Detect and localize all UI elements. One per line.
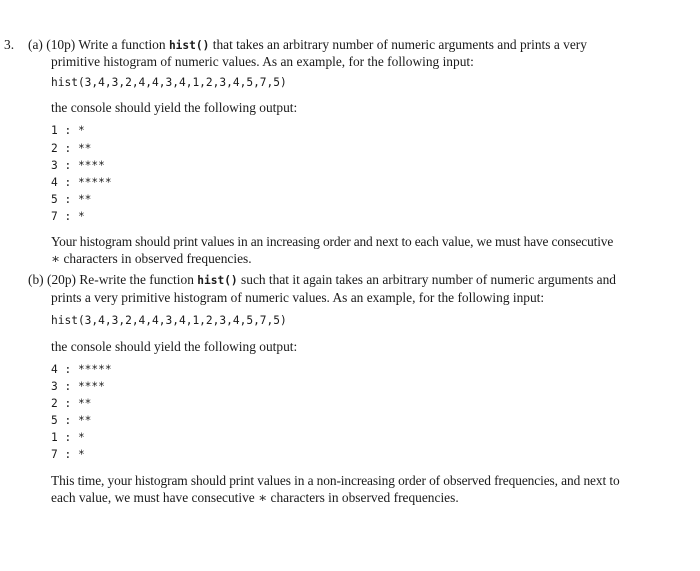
part-a-output-line: 4 : ***** — [51, 176, 112, 189]
part-b-output-line: 7 : * — [51, 448, 85, 461]
part-a-output-line: 1 : * — [51, 124, 85, 137]
part-a-heading — [28, 36, 692, 53]
part-a-intro-line2: primitive histogram of numeric values. As an example, for the following input: — [51, 54, 474, 69]
part-b-console-intro: the console should yield the following output: — [51, 339, 298, 354]
part-a-note-line1: Your histogram should print values in an increasing order and next to each value, we must have consecutive — [51, 234, 614, 249]
part-a-output-line: 2 : ** — [51, 142, 92, 155]
problem-number: 3. — [4, 37, 15, 52]
part-a-console-intro: the console should yield the following output: — [51, 100, 298, 115]
part-a-intro-2: that takes an arbitrary number of numeric arguments and prints a very — [212, 37, 587, 52]
part-a-note-line2: ∗ characters in observed frequencies. — [51, 251, 252, 266]
part-b-output-line: 3 : **** — [51, 380, 105, 393]
part-b-intro-line2: prints a very primitive histogram of numeric values. As an example, for the following input: — [51, 290, 545, 305]
part-b-output-line: 1 : * — [51, 431, 85, 444]
part-b-output-line: 2 : ** — [51, 397, 92, 410]
part-a-points: (10p) — [46, 37, 76, 52]
part-b-intro-1: Re-write the function — [79, 272, 194, 287]
part-b-output-line: 5 : ** — [51, 414, 92, 427]
part-b-points: (20p) — [46, 272, 76, 287]
part-b-input-code: hist(3,4,3,2,4,4,3,4,1,2,3,4,5,7,5) — [51, 314, 287, 327]
part-b-function-name: hist() — [197, 274, 238, 287]
part-b-output-line: 4 : ***** — [51, 363, 112, 376]
part-a-output-line: 5 : ** — [51, 193, 92, 206]
part-a-intro-1: Write a function — [78, 37, 166, 52]
part-b-note-line2: each value, we must have consecutive ∗ characters in observed frequencies. — [51, 490, 459, 505]
part-b-heading — [28, 271, 692, 288]
part-a-label: (a) — [28, 37, 43, 52]
part-b-note-line1: This time, your histogram should print values in a non-increasing order of observed frequencies, and next to — [51, 473, 620, 488]
part-a-function-name: hist() — [168, 39, 210, 52]
part-b-intro-2: such that it again takes an arbitrary number of numeric arguments and — [241, 272, 616, 287]
part-a-input-code: hist(3,4,3,2,4,4,3,4,1,2,3,4,5,7,5) — [51, 76, 287, 89]
part-a-output-line: 7 : * — [51, 210, 85, 223]
part-b-label: (b) — [28, 272, 44, 287]
part-a-output-line: 3 : **** — [51, 159, 105, 172]
